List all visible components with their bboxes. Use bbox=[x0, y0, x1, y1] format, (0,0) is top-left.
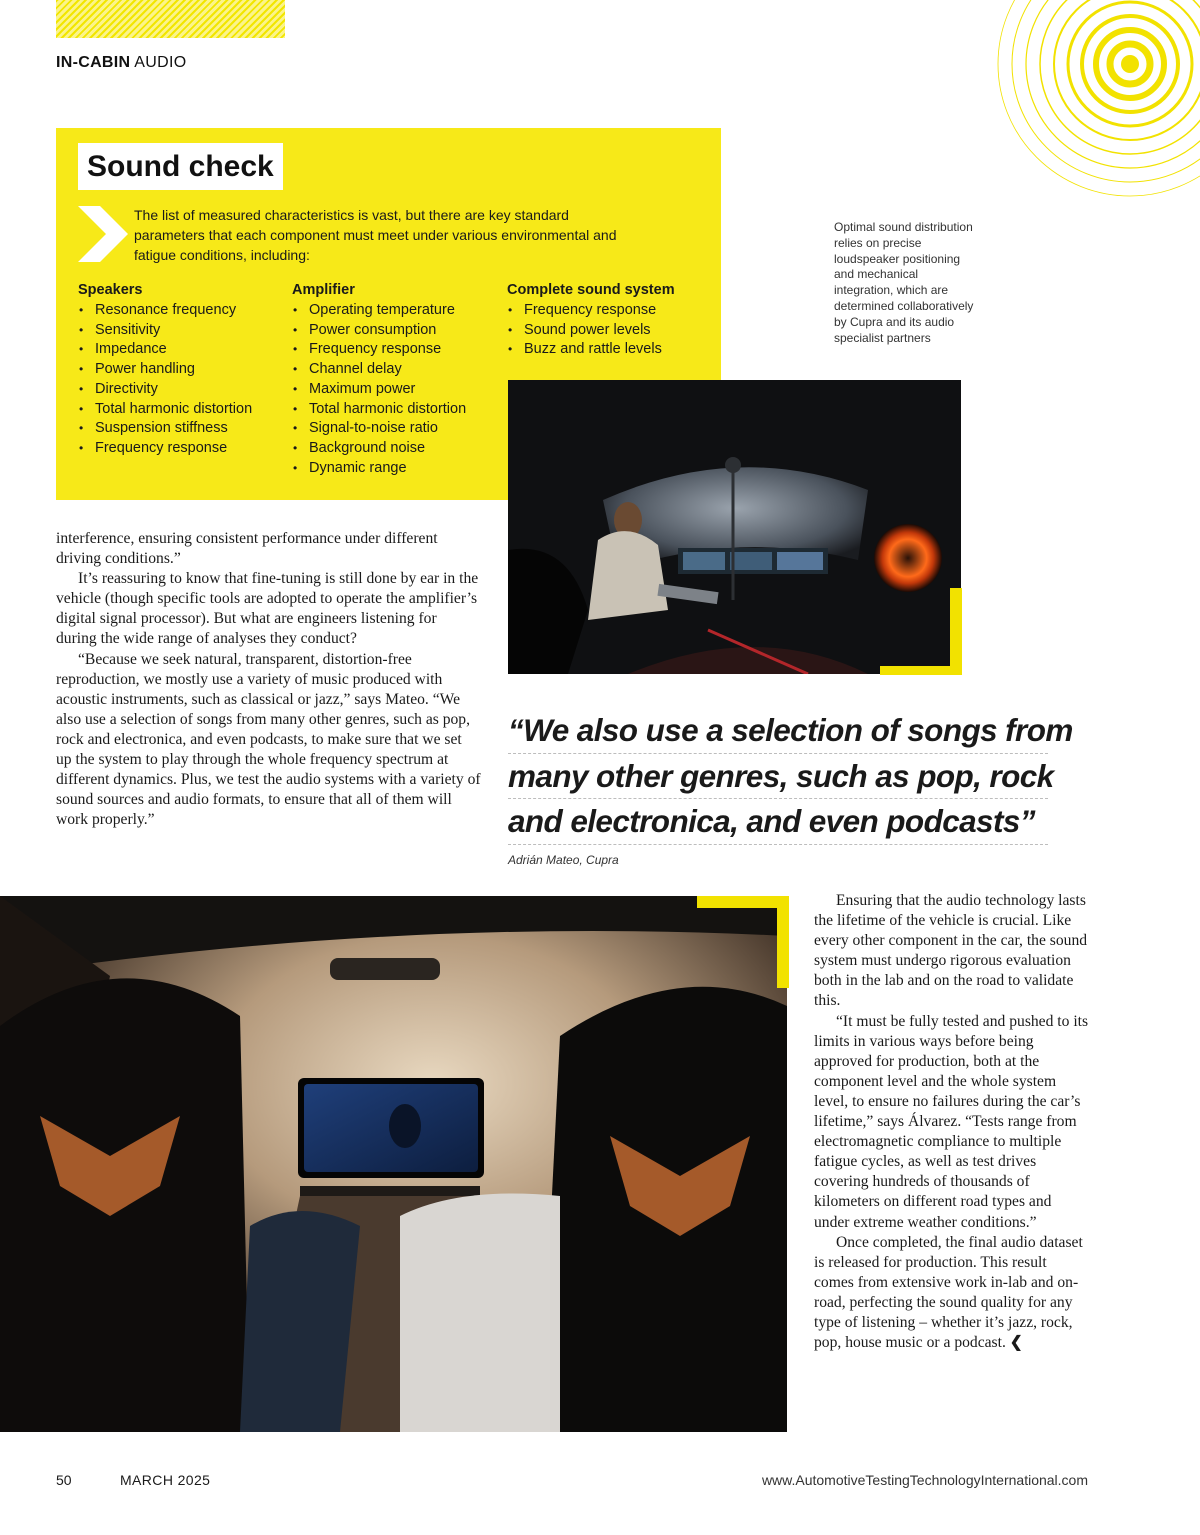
pull-quote-attribution: Adrián Mateo, Cupra bbox=[508, 853, 619, 867]
header-hatch-decoration bbox=[56, 0, 285, 38]
end-mark-icon: ❮ bbox=[1009, 1334, 1023, 1352]
list-item: • Sensitivity bbox=[78, 321, 288, 341]
list-item: • Impedance bbox=[78, 340, 288, 360]
complete-sound-system-list bbox=[507, 301, 717, 360]
list-item: • Total harmonic distortion bbox=[78, 400, 288, 420]
body-paragraph: It’s reassuring to know that fine-tuning is still done by ear in the vehicle (though specific tools are adopted to operate the amplifier’s digital signal processor). But what are engineers listening for during the wide range of analyses they conduct? bbox=[56, 570, 479, 648]
body-paragraph-text: Once completed, the final audio dataset is released for production. This result comes from extensive work in-lab and on-road, perfecting the sound quality for any type of listening – whether it’s jazz, rock, pop, house music or a podcast. bbox=[814, 1233, 1083, 1352]
pull-quote bbox=[508, 708, 1073, 845]
issue-date: MARCH 2025 bbox=[120, 1472, 211, 1488]
body-paragraph bbox=[814, 1233, 1089, 1354]
section-label bbox=[56, 54, 186, 72]
chevron-right-icon bbox=[78, 206, 128, 262]
list-item: • Dynamic range bbox=[292, 459, 502, 479]
list-item: • Signal-to-noise ratio bbox=[292, 419, 502, 439]
body-paragraph: interference, ensuring consistent performance under different driving conditions.” bbox=[56, 530, 438, 568]
pull-quote-line: many other genres, such as pop, rock bbox=[508, 754, 1048, 800]
photo-car-interior-infotainment bbox=[0, 896, 787, 1432]
list-item: • Background noise bbox=[292, 439, 502, 459]
list-item: • Resonance frequency bbox=[78, 301, 288, 321]
body-text-left-column bbox=[56, 529, 481, 830]
list-item: • Power handling bbox=[78, 360, 288, 380]
list-item: • Frequency response bbox=[507, 301, 717, 321]
amplifier-list bbox=[292, 301, 502, 478]
sound-check-intro: The list of measured characteristics is vast, but there are key standard parameters that each component must meet under various environmental and fatigue conditions, including: bbox=[134, 207, 617, 263]
list-item: • Buzz and rattle levels bbox=[507, 340, 717, 360]
section-label-bold: IN-CABIN bbox=[56, 54, 131, 71]
list-item: • Channel delay bbox=[292, 360, 502, 380]
list-item: • Frequency response bbox=[78, 439, 288, 459]
photo-caption: Optimal sound distribution relies on precise loudspeaker positioning and mechanical integration, which are determined collaboratively by Cupra and its audio specialist partners bbox=[834, 220, 974, 345]
photo-car-interior-illustration bbox=[0, 896, 787, 1432]
speakers-column bbox=[78, 281, 288, 459]
photo-corner-bracket bbox=[880, 588, 962, 675]
amplifier-column bbox=[292, 281, 502, 478]
list-item: • Frequency response bbox=[292, 340, 502, 360]
complete-sound-system-column bbox=[507, 281, 717, 360]
concentric-rings-decoration bbox=[990, 0, 1200, 210]
list-item: • Operating temperature bbox=[292, 301, 502, 321]
sound-check-title: Sound check bbox=[78, 143, 283, 190]
section-label-rest: AUDIO bbox=[130, 54, 187, 71]
list-item: • Total harmonic distortion bbox=[292, 400, 502, 420]
body-paragraph: “It must be fully tested and pushed to its limits in various ways before being approved for production, both at the component level and the whole system level, to ensure no failures during the car’s lifetime,” says Álvarez. “Tests range from electromagnetic compliance to multiple fatigue cycles, as well as test drives covering hundreds of thousands of kilometers on different road types and under extreme weather conditions.” bbox=[814, 1012, 1089, 1231]
column-heading: Amplifier bbox=[292, 282, 355, 298]
list-item: • Power consumption bbox=[292, 321, 502, 341]
website-link[interactable]: www.AutomotiveTestingTechnologyInternational.com bbox=[761, 1472, 1088, 1488]
pull-quote-line: “We also use a selection of songs from bbox=[508, 708, 1048, 754]
list-item: • Maximum power bbox=[292, 380, 502, 400]
column-heading: Complete sound system bbox=[507, 282, 675, 298]
body-paragraph: “Because we seek natural, transparent, distortion-free reproduction, we mostly use a variety of music produced with acoustic instruments, such as classical or jazz,” says Mateo. “We also use a selection of songs from many other genres, such as pop, rock and electronica, and even podcasts, to make sure that we set up the system to play through the whole frequency spectrum at different dynamics. Plus, we test the audio systems with a variety of sound sources and audio formats, to ensure that all of them will work properly.” bbox=[56, 650, 481, 829]
body-text-right-column bbox=[814, 891, 1089, 1353]
page-number: 50 bbox=[56, 1472, 72, 1488]
list-item: • Sound power levels bbox=[507, 321, 717, 341]
body-paragraph: Ensuring that the audio technology lasts the lifetime of the vehicle is crucial. Like every other component in the car, the sound system must undergo rigorous evaluation both in the lab and on the road to validate this. bbox=[814, 892, 1088, 1010]
photo-corner-bracket bbox=[697, 896, 789, 988]
pull-quote-line: and electronica, and even podcasts” bbox=[508, 799, 1048, 845]
column-heading: Speakers bbox=[78, 282, 143, 298]
list-item: • Suspension stiffness bbox=[78, 419, 288, 439]
speakers-list bbox=[78, 301, 288, 459]
list-item: • Directivity bbox=[78, 380, 288, 400]
